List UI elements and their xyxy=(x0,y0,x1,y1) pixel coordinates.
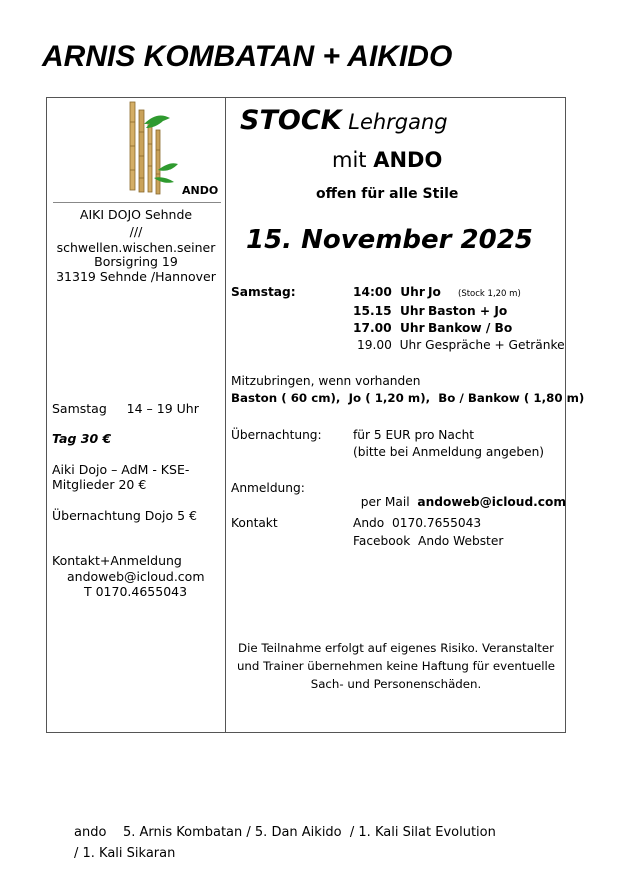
event-date: 15. November 2025 xyxy=(246,225,533,255)
disclaimer-line-2: und Trainer übernehmen keine Haftung für eventuelle xyxy=(236,659,556,673)
event-with-name: ANDO xyxy=(373,148,443,172)
event-with-prefix: mit xyxy=(332,148,374,172)
sidebar-overnight: Übernachtung Dojo 5 € xyxy=(52,508,197,523)
sidebar-schedule: Samstag 14 – 19 Uhr xyxy=(52,401,199,416)
dojo-name: AIKI DOJO Sehnde xyxy=(79,207,193,222)
closing-session: 19.00 Uhr Gespräche + Getränke xyxy=(357,338,565,352)
sidebar-member-price-line2: Mitglieder 20 € xyxy=(52,477,147,492)
disclaimer-line-1: Die Teilnahme erfolgt auf eigenes Risiko. Veranstalter xyxy=(237,641,554,655)
session-1-title: Jo xyxy=(428,285,441,299)
registration-prefix: per Mail xyxy=(360,495,418,509)
session-1-note: (Stock 1,20 m) xyxy=(458,289,521,299)
overnight-label: Übernachtung: xyxy=(231,428,322,442)
bring-label: Mitzubringen, wenn vorhanden xyxy=(231,374,421,388)
session-3-title: Bankow / Bo xyxy=(428,321,513,335)
registration-email[interactable]: andoweb@icloud.com xyxy=(417,495,567,509)
session-3-time: 17.00 Uhr xyxy=(353,321,425,335)
schedule-day-label: Samstag: xyxy=(231,285,296,299)
column-divider xyxy=(225,97,226,733)
page-title: ARNIS KOMBATAN + AIKIDO xyxy=(42,40,453,73)
dojo-city: 31319 Sehnde /Hannover xyxy=(56,269,216,284)
sidebar-contact-heading: Kontakt+Anmeldung xyxy=(52,553,182,568)
registration-method xyxy=(353,481,566,509)
event-with xyxy=(332,148,442,172)
logo-label: ANDO xyxy=(182,184,219,197)
sidebar-member-price-line1: Aiki Dojo – AdM - KSE- xyxy=(52,462,190,477)
contact-label: Kontakt xyxy=(231,516,278,530)
dojo-address-word: schwellen.wischen.seiner xyxy=(56,240,216,255)
overnight-value: für 5 EUR pro Nacht xyxy=(353,428,475,442)
contact-phone: Ando 0170.7655043 xyxy=(353,516,482,530)
event-heading-bold: STOCK xyxy=(240,105,342,136)
event-heading-rest: Lehrgang xyxy=(341,110,448,134)
event-open-for: offen für alle Stile xyxy=(316,186,459,202)
event-heading xyxy=(240,105,448,136)
registration-label: Anmeldung: xyxy=(231,481,305,495)
footer-credentials-line1: ando 5. Arnis Kombatan / 5. Dan Aikido / 1. Kali Silat Evolution xyxy=(74,825,496,840)
session-1-time: 14:00 Uhr xyxy=(353,285,425,299)
sidebar-price: Tag 30 € xyxy=(52,431,112,446)
sidebar-contact-email[interactable]: andoweb@icloud.com xyxy=(67,569,205,584)
bring-items: Baston ( 60 cm), Jo ( 1,20 m), Bo / Bankow ( 1,80 m) xyxy=(231,391,585,405)
disclaimer-line-3: Sach- und Personenschäden. xyxy=(310,677,482,691)
bamboo-logo-icon xyxy=(118,100,198,196)
sidebar-rule xyxy=(53,202,221,203)
dojo-separator: /// xyxy=(129,224,143,239)
overnight-note: (bitte bei Anmeldung angeben) xyxy=(353,445,545,459)
contact-facebook[interactable]: Facebook Ando Webster xyxy=(353,534,504,548)
session-2-time: 15.15 Uhr xyxy=(353,304,425,318)
session-2-title: Baston + Jo xyxy=(428,304,508,318)
footer-credentials-line2: / 1. Kali Sikaran xyxy=(74,846,176,861)
dojo-street: Borsigring 19 xyxy=(94,254,178,269)
sidebar-contact-phone: T 0170.4655043 xyxy=(84,584,188,599)
